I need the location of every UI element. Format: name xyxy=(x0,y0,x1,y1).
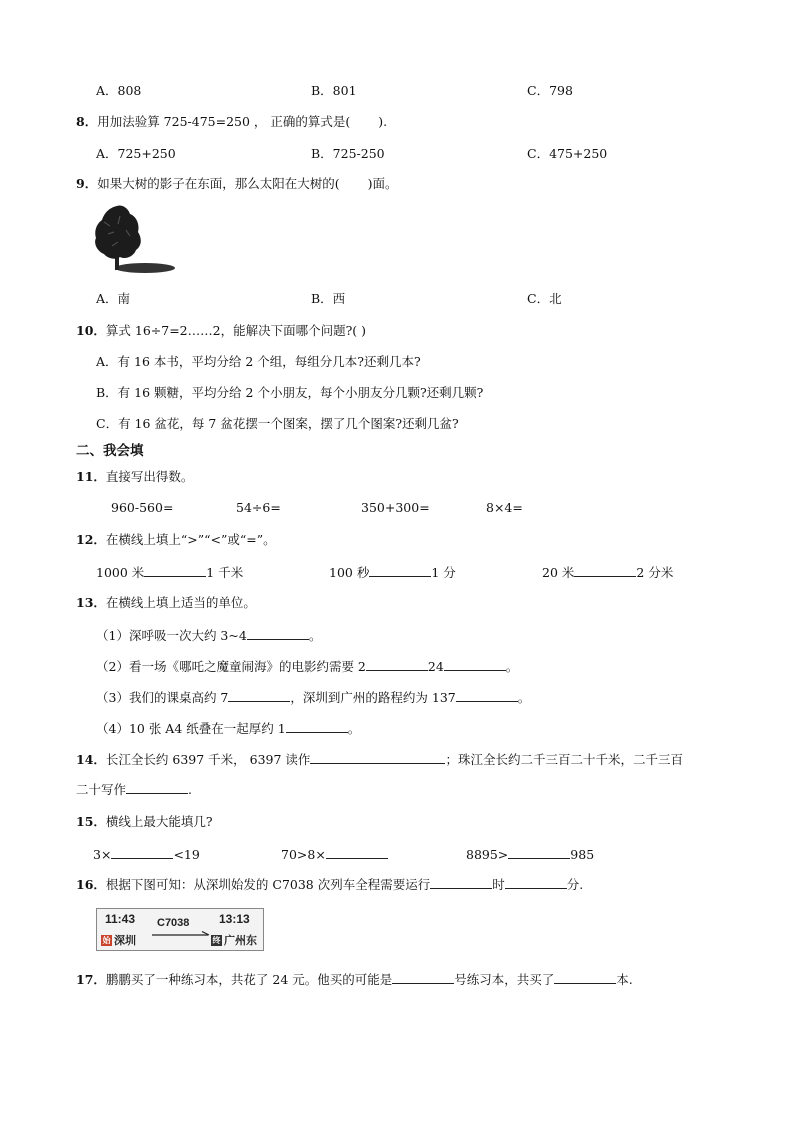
end-badge-icon: 终 xyxy=(212,935,221,945)
start-badge-icon: 始 xyxy=(102,935,111,945)
compare-right: 2 分米 xyxy=(636,565,674,580)
question-14 xyxy=(76,750,683,769)
question-text-end: ). xyxy=(378,114,388,129)
fill-right: 985 xyxy=(570,847,595,862)
option-b: B．西 xyxy=(311,291,346,306)
answer-blank[interactable] xyxy=(144,563,206,577)
compare-item xyxy=(329,563,456,582)
answer-blank[interactable] xyxy=(247,626,309,640)
option-a: A．808 xyxy=(96,83,142,98)
question-text: 横线上最大能填几? xyxy=(105,814,213,829)
sub-text-mid: ，深圳到广州的路程约为 137 xyxy=(290,690,456,705)
calc-item: 8×4= xyxy=(486,500,523,515)
option-b: B．801 xyxy=(311,83,357,98)
sub-question-1 xyxy=(96,626,321,645)
answer-blank[interactable] xyxy=(369,563,431,577)
question-text: 如果大树的影子在东面，那么太阳在大树的( xyxy=(97,176,340,191)
question-text: 根据下图可知：从深圳始发的 C7038 次列车全程需要运行 xyxy=(105,877,431,892)
question-text-mid: 时 xyxy=(492,877,505,892)
question-13 xyxy=(76,594,256,612)
sub-text-end: 。 xyxy=(347,721,361,736)
answer-blank[interactable] xyxy=(508,845,570,859)
answer-blank[interactable] xyxy=(366,657,428,671)
question-9 xyxy=(76,175,397,193)
question-text: 鹏鹏买了一种练习本，共花了 24 元。他买的可能是 xyxy=(105,972,393,987)
question-number: 13． xyxy=(76,595,106,610)
option-a: A．南 xyxy=(96,291,131,306)
answer-blank[interactable] xyxy=(286,719,348,733)
sub-question-3 xyxy=(96,688,530,707)
question-number: 10． xyxy=(76,323,106,338)
question-text-end: 分. xyxy=(566,877,584,892)
question-16 xyxy=(76,875,583,894)
question-text-end: )面。 xyxy=(367,176,398,191)
question-number: 11． xyxy=(76,469,106,484)
question-text: 用加法验算 725-475=250 ， 正确的算式是( xyxy=(97,114,351,129)
sub-text-end: 。 xyxy=(517,690,531,705)
arrival-time: 13:13 xyxy=(219,912,250,926)
answer-blank[interactable] xyxy=(456,688,518,702)
departure-station xyxy=(101,932,136,948)
answer-blank[interactable] xyxy=(554,970,616,984)
question-text: 直接写出得数。 xyxy=(105,469,194,484)
compare-left: 100 秒 xyxy=(329,565,370,580)
question-text: 算式 16÷7=2……2，能解决下面哪个问题?( ) xyxy=(105,323,367,338)
train-number: C7038 xyxy=(157,917,190,929)
question-text: 二十写作 xyxy=(76,782,127,797)
sub-question-2 xyxy=(96,657,518,676)
question-number: 17． xyxy=(76,972,106,987)
question-text: 长江全长约 6397 千米， 6397 读作 xyxy=(105,752,311,767)
compare-item xyxy=(96,563,243,582)
arrival-station xyxy=(211,932,257,948)
question-text-mid: 号练习本，共买了 xyxy=(454,972,555,987)
question-number: 16． xyxy=(76,877,106,892)
answer-blank[interactable] xyxy=(505,875,567,889)
arrival-station-name: 广州东 xyxy=(224,935,257,947)
question-14-cont xyxy=(76,780,192,799)
calc-item: 960-560= xyxy=(111,500,174,515)
sub-text-mid: 24 xyxy=(427,659,444,674)
compare-right: 1 千米 xyxy=(206,565,244,580)
sub-text: （3）我们的课桌高约 7 xyxy=(96,690,229,705)
answer-blank[interactable] xyxy=(444,657,506,671)
sub-text: （1）深呼吸一次大约 3~4 xyxy=(96,628,247,643)
question-10 xyxy=(76,322,366,340)
question-11 xyxy=(76,468,193,486)
option-a: A．725+250 xyxy=(96,146,176,161)
question-text-mid: ；珠江全长约二千三百二十千米，二千三百 xyxy=(445,752,683,767)
option-c: C．798 xyxy=(527,83,573,98)
compare-left: 1000 米 xyxy=(96,565,145,580)
answer-blank[interactable] xyxy=(111,845,173,859)
option-c: C．北 xyxy=(527,291,562,306)
departure-station-name: 深圳 xyxy=(114,935,136,947)
fill-item xyxy=(281,845,388,864)
answer-blank[interactable] xyxy=(574,563,636,577)
question-8 xyxy=(76,113,387,131)
section-title: 二、我会填 xyxy=(76,443,144,459)
answer-blank[interactable] xyxy=(392,970,454,984)
compare-left: 20 米 xyxy=(542,565,575,580)
question-number: 15． xyxy=(76,814,106,829)
sub-text-end: 。 xyxy=(505,659,519,674)
train-ticket xyxy=(96,908,264,951)
answer-blank[interactable] xyxy=(310,750,445,764)
fill-left: 8895> xyxy=(466,847,509,862)
compare-item xyxy=(542,563,673,582)
fill-item xyxy=(93,845,200,864)
calc-item: 54÷6= xyxy=(236,500,281,515)
fill-right: <19 xyxy=(173,847,200,862)
answer-blank[interactable] xyxy=(326,845,388,859)
option-c: C．475+250 xyxy=(527,146,608,161)
question-number: 12． xyxy=(76,532,106,547)
departure-time: 11:43 xyxy=(105,912,136,926)
sub-question-4 xyxy=(96,719,360,738)
fill-left: 3× xyxy=(93,847,112,862)
fill-item xyxy=(466,845,594,864)
sub-text-end: 。 xyxy=(308,628,322,643)
answer-blank[interactable] xyxy=(430,875,492,889)
fill-left: 70>8× xyxy=(281,847,326,862)
sub-text: （2）看一场《哪吒之魔童闹海》的电影约需要 2 xyxy=(96,659,366,674)
answer-blank[interactable] xyxy=(126,780,188,794)
question-15 xyxy=(76,813,213,831)
option-c: C．有 16 盆花，每 7 盆花摆一个图案，摆了几个图案?还剩几盆? xyxy=(96,416,459,431)
question-number: 9． xyxy=(76,176,98,191)
question-12 xyxy=(76,531,276,549)
question-text-end: . xyxy=(188,782,192,797)
question-17 xyxy=(76,970,633,989)
question-number: 8． xyxy=(76,114,98,129)
sub-text: （4）10 张 A4 纸叠在一起厚约 1 xyxy=(96,721,286,736)
question-text: 在横线上填上适当的单位。 xyxy=(105,595,256,610)
option-b: B．有 16 颗糖，平均分给 2 个小朋友，每个小朋友分几颗?还剩几颗? xyxy=(96,385,484,400)
compare-right: 1 分 xyxy=(431,565,456,580)
arrow-right-icon xyxy=(152,931,212,937)
option-a: A．有 16 本书，平均分给 2 个组，每组分几本?还剩几本? xyxy=(96,354,421,369)
question-text: 在横线上填上“>”“<”或“=”。 xyxy=(105,532,276,547)
question-text-end: 本. xyxy=(616,972,633,987)
answer-blank[interactable] xyxy=(228,688,290,702)
question-number: 14． xyxy=(76,752,106,767)
option-b: B．725-250 xyxy=(311,146,385,161)
tree-shadow-image xyxy=(90,202,180,278)
calc-item: 350+300= xyxy=(361,500,430,515)
